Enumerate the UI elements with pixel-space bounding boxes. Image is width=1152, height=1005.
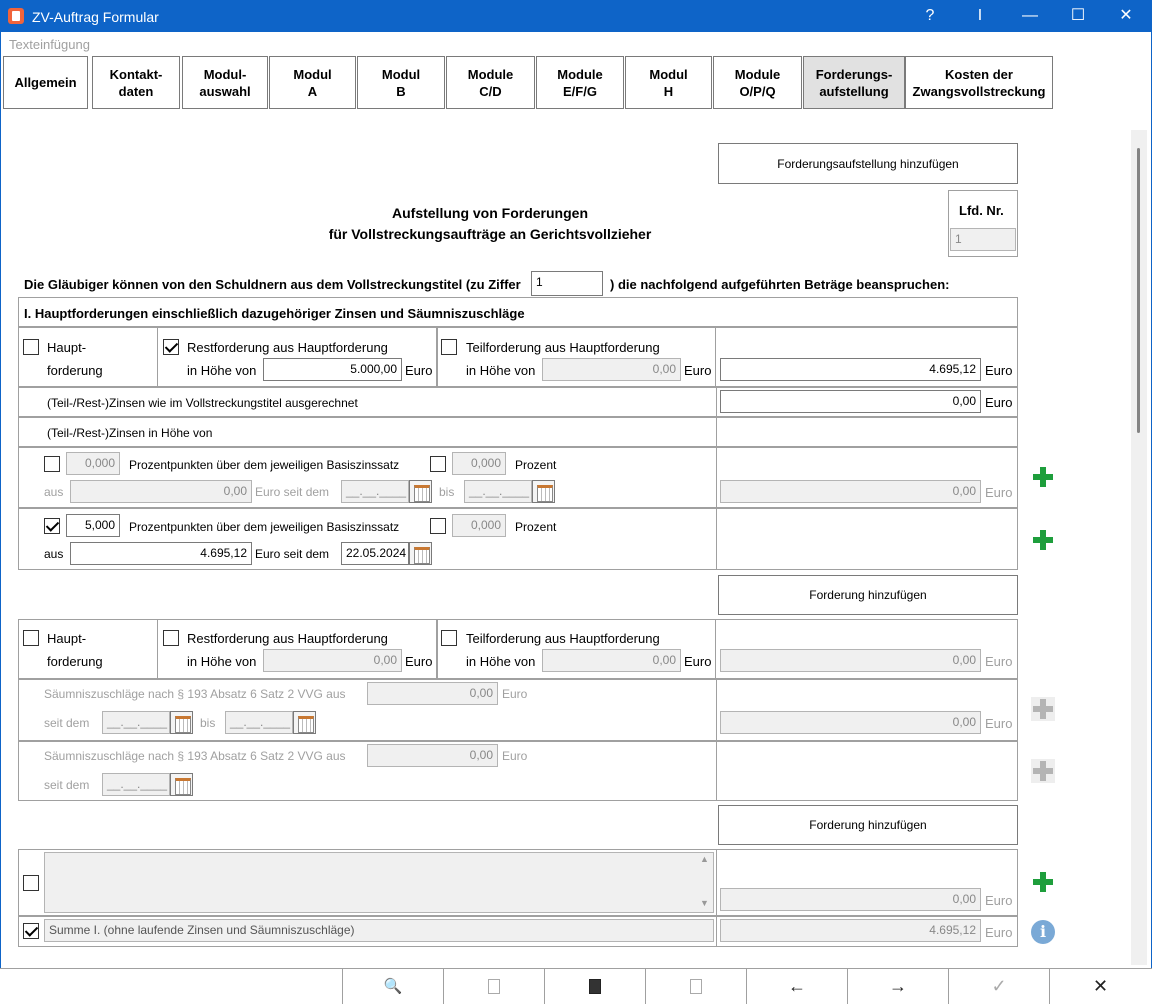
add-forderungsaufstellung-button[interactable]: Forderungsaufstellung hinzufügen: [718, 143, 1018, 184]
ziffer-input[interactable]: 1: [531, 271, 603, 296]
saeumnis-1-to-date: __.__.____: [225, 711, 293, 734]
zins-row-2-aus-amount[interactable]: 4.695,12: [70, 542, 252, 565]
section1-heading: I. Hauptforderungen einschließlich dazugehöriger Zinsen und Säumniszuschläge: [24, 306, 525, 321]
summe-checkbox[interactable]: [23, 923, 39, 939]
calendar-icon[interactable]: [532, 480, 555, 503]
add-saeumnis-plus-icon: [1031, 759, 1055, 783]
lfd-nr-label: Lfd. Nr.: [959, 203, 1004, 218]
maximize-button[interactable]: ☐: [1070, 7, 1086, 24]
free-text-area: [44, 852, 714, 913]
title-bar: [0, 0, 1152, 32]
window-title: ZV-Auftrag Formular: [32, 9, 159, 25]
tab-forderungsaufstellung[interactable]: Forderungs- aufstellung: [803, 56, 905, 109]
add-free-plus-icon[interactable]: [1031, 870, 1055, 894]
zins-row-2-checkbox[interactable]: [44, 518, 60, 534]
tab-module-efg[interactable]: Module E/F/G: [536, 56, 624, 109]
saeumnis-1-result: 0,00: [720, 711, 981, 734]
search-icon: 🔍: [383, 978, 403, 995]
restforderung-checkbox-2[interactable]: [163, 630, 179, 646]
zins-row-1-to-date: __.__.____: [464, 480, 532, 503]
close-icon: ✕: [1092, 975, 1109, 996]
calendar-icon[interactable]: [293, 711, 316, 734]
calendar-icon[interactable]: [409, 480, 432, 503]
scrollbar-thumb[interactable]: [1137, 148, 1140, 433]
export-button: [645, 968, 746, 1004]
minimize-button[interactable]: —: [1022, 7, 1038, 24]
restforderung-amount-2: 0,00: [263, 649, 402, 672]
hauptforderung-checkbox-1[interactable]: [23, 339, 39, 355]
search-button[interactable]: [342, 968, 443, 1004]
saeumnis-1-amount: 0,00: [367, 682, 498, 705]
page-title-line1: Aufstellung von Forderungen: [392, 205, 588, 221]
hauptforderung-checkbox-2[interactable]: [23, 630, 39, 646]
add-forderung-button-2[interactable]: Forderung hinzufügen: [718, 805, 1018, 845]
tab-module-cd[interactable]: Module C/D: [446, 56, 535, 109]
summe-amount: 4.695,12: [720, 919, 981, 942]
tab-modul-a[interactable]: Modul A: [269, 56, 356, 109]
calendar-icon[interactable]: [170, 773, 193, 796]
restforderung-amount-1[interactable]: 5.000,00: [263, 358, 402, 381]
zins-row-1-result: 0,00: [720, 480, 981, 503]
form-icon: [8, 8, 24, 24]
cursor-icon: I: [977, 7, 983, 24]
forward-button[interactable]: [847, 968, 948, 1004]
add-saeumnis-plus-icon: [1031, 697, 1055, 721]
zinsen-titel-amount[interactable]: 0,00: [720, 390, 981, 413]
add-zins-plus-icon[interactable]: [1031, 528, 1055, 552]
zins-row-1-prozent-checkbox[interactable]: [430, 456, 446, 472]
teilforderung-amount-2: 0,00: [542, 649, 681, 672]
export-icon: [690, 979, 702, 994]
page-title-line2: für Vollstreckungsaufträge an Gerichtsvollzieher: [328, 226, 652, 242]
free-text-checkbox[interactable]: [23, 875, 39, 891]
tab-module-opq[interactable]: Module O/P/Q: [713, 56, 802, 109]
zins-row-2-prozent: 0,000: [452, 514, 506, 537]
zins-row-1-prozentpunkte: 0,000: [66, 452, 120, 475]
calendar-icon[interactable]: [409, 542, 432, 565]
saeumnis-1-from-date: __.__.____: [102, 711, 170, 734]
clipboard-button: [443, 968, 544, 1004]
zins-row-2-prozent-checkbox[interactable]: [430, 518, 446, 534]
zins-row-2-prozentpunkte[interactable]: 5,000: [66, 514, 120, 537]
scroll-down-icon: ▼: [700, 898, 709, 908]
hauptforderung-total-2: 0,00: [720, 649, 981, 672]
zins-row-1-checkbox[interactable]: [44, 456, 60, 472]
zins-row-2-from-date[interactable]: 22.05.2024: [341, 542, 409, 565]
close-window-button[interactable]: ✕: [1119, 7, 1133, 24]
menu-texteinfuegung[interactable]: Texteinfügung: [9, 37, 90, 52]
intro-text-end: ) die nachfolgend aufgeführten Beträge beanspruchen:: [610, 277, 950, 292]
zins-row-1-aus-amount: 0,00: [70, 480, 252, 503]
close-button[interactable]: [1049, 968, 1151, 1004]
arrow-left-icon: ←: [788, 975, 806, 996]
teilforderung-amount-1: 0,00: [542, 358, 681, 381]
arrow-right-icon: →: [889, 975, 907, 996]
checkmark-icon: ✓: [991, 975, 1007, 996]
add-zins-plus-icon[interactable]: [1031, 465, 1055, 489]
tab-allgemein[interactable]: Allgemein: [3, 56, 88, 109]
tab-modulauswahl[interactable]: Modul- auswahl: [182, 56, 268, 109]
clipboard-icon: [488, 979, 500, 994]
tab-kosten-zwangsvollstreckung[interactable]: Kosten der Zwangsvollstreckung: [905, 56, 1053, 109]
add-forderung-button-1[interactable]: Forderung hinzufügen: [718, 575, 1018, 615]
saeumnis-2-amount: 0,00: [367, 744, 498, 767]
teilforderung-checkbox-2[interactable]: [441, 630, 457, 646]
tab-kontaktdaten[interactable]: Kontakt- daten: [92, 56, 180, 109]
restforderung-checkbox-1[interactable]: [163, 339, 179, 355]
intro-text: Die Gläubiger können von den Schuldnern aus dem Vollstreckungstitel (zu Ziffer: [24, 277, 521, 292]
saeumnis-2-from-date: __.__.____: [102, 773, 170, 796]
help-button[interactable]: ?: [925, 7, 935, 24]
document-icon: [589, 979, 601, 994]
lfd-nr-field: 1: [950, 228, 1016, 251]
tab-modul-h[interactable]: Modul H: [625, 56, 712, 109]
calendar-icon[interactable]: [170, 711, 193, 734]
info-icon[interactable]: i: [1031, 920, 1055, 944]
teilforderung-checkbox-1[interactable]: [441, 339, 457, 355]
zins-row-1-prozent: 0,000: [452, 452, 506, 475]
scroll-up-icon: ▲: [700, 854, 709, 864]
free-text-amount: 0,00: [720, 888, 981, 911]
ok-button: [948, 968, 1049, 1004]
zins-row-1-from-date: __.__.____: [341, 480, 409, 503]
hauptforderung-total-1[interactable]: 4.695,12: [720, 358, 981, 381]
back-button[interactable]: [746, 968, 847, 1004]
tab-modul-b[interactable]: Modul B: [357, 56, 445, 109]
summe-label: Summe I. (ohne laufende Zinsen und Säumniszuschläge): [44, 919, 714, 942]
document-button[interactable]: [544, 968, 645, 1004]
